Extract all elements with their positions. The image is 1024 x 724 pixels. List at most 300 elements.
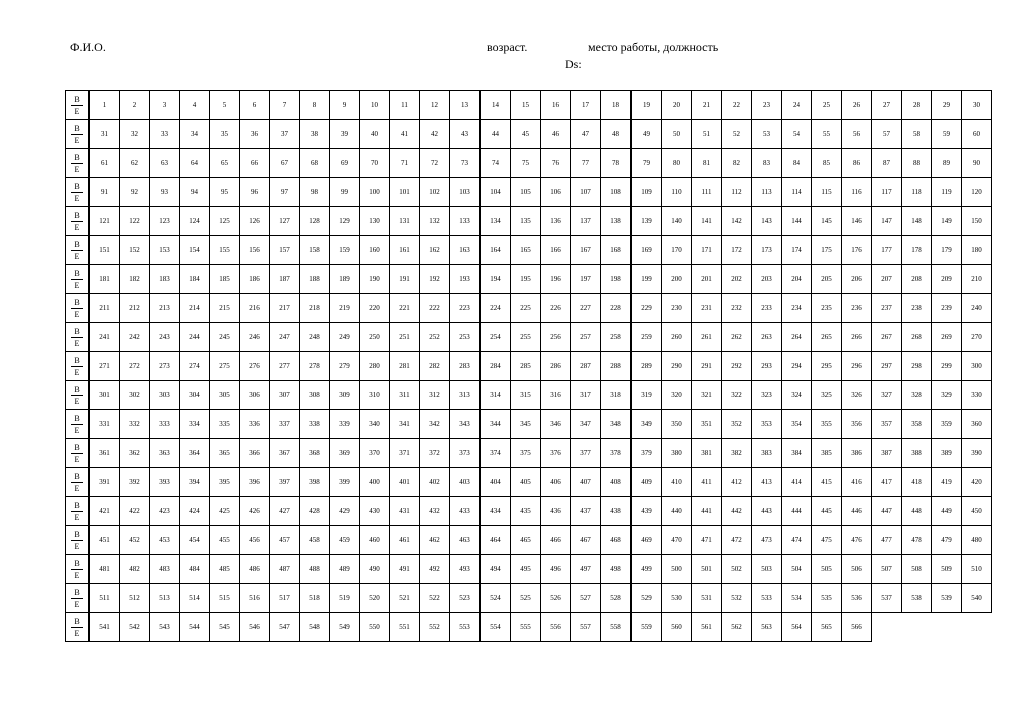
grid-cell[interactable]: 253: [450, 323, 481, 352]
grid-cell[interactable]: 313: [450, 381, 481, 410]
grid-cell[interactable]: 307: [270, 381, 300, 410]
grid-cell[interactable]: 352: [722, 410, 752, 439]
grid-cell[interactable]: 160: [360, 236, 390, 265]
grid-cell[interactable]: 98: [300, 178, 330, 207]
grid-cell[interactable]: 344: [480, 410, 511, 439]
grid-cell[interactable]: 140: [662, 207, 692, 236]
grid-cell[interactable]: 153: [150, 236, 180, 265]
grid-cell[interactable]: 545: [210, 613, 240, 642]
grid-cell[interactable]: 189: [330, 265, 360, 294]
grid-cell[interactable]: 482: [120, 555, 150, 584]
grid-cell[interactable]: 105: [511, 178, 541, 207]
grid-cell[interactable]: 353: [752, 410, 782, 439]
grid-cell[interactable]: 286: [541, 352, 571, 381]
grid-cell[interactable]: 407: [571, 468, 601, 497]
grid-cell[interactable]: 434: [480, 497, 511, 526]
grid-cell[interactable]: 176: [842, 236, 872, 265]
grid-cell[interactable]: 429: [330, 497, 360, 526]
grid-cell[interactable]: 364: [180, 439, 210, 468]
grid-cell[interactable]: 305: [210, 381, 240, 410]
grid-cell[interactable]: 520: [360, 584, 390, 613]
grid-cell[interactable]: 511: [89, 584, 120, 613]
grid-cell[interactable]: 416: [842, 468, 872, 497]
grid-cell[interactable]: 181: [89, 265, 120, 294]
grid-cell[interactable]: 381: [692, 439, 722, 468]
grid-cell[interactable]: 41: [390, 120, 420, 149]
grid-cell[interactable]: 231: [692, 294, 722, 323]
grid-cell[interactable]: 444: [782, 497, 812, 526]
grid-cell[interactable]: 187: [270, 265, 300, 294]
grid-cell[interactable]: 326: [842, 381, 872, 410]
grid-cell[interactable]: 37: [270, 120, 300, 149]
grid-cell[interactable]: 292: [722, 352, 752, 381]
grid-cell[interactable]: 35: [210, 120, 240, 149]
grid-cell[interactable]: 282: [420, 352, 450, 381]
grid-cell[interactable]: 308: [300, 381, 330, 410]
grid-cell[interactable]: 43: [450, 120, 481, 149]
grid-cell[interactable]: 5: [210, 91, 240, 120]
grid-cell[interactable]: 232: [722, 294, 752, 323]
grid-cell[interactable]: 536: [842, 584, 872, 613]
grid-cell[interactable]: 12: [420, 91, 450, 120]
grid-cell[interactable]: 262: [722, 323, 752, 352]
grid-cell[interactable]: 493: [450, 555, 481, 584]
grid-cell[interactable]: 441: [692, 497, 722, 526]
grid-cell[interactable]: 492: [420, 555, 450, 584]
grid-cell[interactable]: 451: [89, 526, 120, 555]
grid-cell[interactable]: 240: [962, 294, 992, 323]
grid-cell[interactable]: 547: [270, 613, 300, 642]
grid-cell[interactable]: 351: [692, 410, 722, 439]
grid-cell[interactable]: 361: [89, 439, 120, 468]
grid-cell[interactable]: 533: [752, 584, 782, 613]
grid-cell[interactable]: 1: [89, 91, 120, 120]
grid-cell[interactable]: 363: [150, 439, 180, 468]
grid-cell[interactable]: 541: [89, 613, 120, 642]
grid-cell[interactable]: 222: [420, 294, 450, 323]
grid-cell[interactable]: 537: [872, 584, 902, 613]
grid-cell[interactable]: 438: [601, 497, 632, 526]
grid-cell[interactable]: 322: [722, 381, 752, 410]
grid-cell[interactable]: 86: [842, 149, 872, 178]
grid-cell[interactable]: 54: [782, 120, 812, 149]
grid-cell[interactable]: 53: [752, 120, 782, 149]
grid-cell[interactable]: 478: [902, 526, 932, 555]
grid-cell[interactable]: 161: [390, 236, 420, 265]
grid-cell[interactable]: 280: [360, 352, 390, 381]
grid-cell[interactable]: 93: [150, 178, 180, 207]
grid-cell[interactable]: 184: [180, 265, 210, 294]
grid-cell[interactable]: 19: [631, 91, 662, 120]
grid-cell[interactable]: 343: [450, 410, 481, 439]
grid-cell[interactable]: 183: [150, 265, 180, 294]
grid-cell[interactable]: 56: [842, 120, 872, 149]
grid-cell[interactable]: 129: [330, 207, 360, 236]
grid-cell[interactable]: 94: [180, 178, 210, 207]
grid-cell[interactable]: 58: [902, 120, 932, 149]
grid-cell[interactable]: 340: [360, 410, 390, 439]
grid-cell[interactable]: 357: [872, 410, 902, 439]
grid-cell[interactable]: 548: [300, 613, 330, 642]
grid-cell[interactable]: 74: [480, 149, 511, 178]
grid-cell[interactable]: 273: [150, 352, 180, 381]
grid-cell[interactable]: 120: [962, 178, 992, 207]
grid-cell[interactable]: 207: [872, 265, 902, 294]
grid-cell[interactable]: 73: [450, 149, 481, 178]
grid-cell[interactable]: 531: [692, 584, 722, 613]
grid-cell[interactable]: 188: [300, 265, 330, 294]
grid-cell[interactable]: 411: [692, 468, 722, 497]
grid-cell[interactable]: 149: [932, 207, 962, 236]
grid-cell[interactable]: 23: [752, 91, 782, 120]
grid-cell[interactable]: 171: [692, 236, 722, 265]
grid-cell[interactable]: 418: [902, 468, 932, 497]
grid-cell[interactable]: 219: [330, 294, 360, 323]
grid-cell[interactable]: 33: [150, 120, 180, 149]
grid-cell[interactable]: 6: [240, 91, 270, 120]
grid-cell[interactable]: 562: [722, 613, 752, 642]
grid-cell[interactable]: 442: [722, 497, 752, 526]
grid-cell[interactable]: 25: [812, 91, 842, 120]
grid-cell[interactable]: 473: [752, 526, 782, 555]
grid-cell[interactable]: 163: [450, 236, 481, 265]
grid-cell[interactable]: 213: [150, 294, 180, 323]
grid-cell[interactable]: 123: [150, 207, 180, 236]
grid-cell[interactable]: 115: [812, 178, 842, 207]
grid-cell[interactable]: 15: [511, 91, 541, 120]
grid-cell[interactable]: 432: [420, 497, 450, 526]
grid-cell[interactable]: 436: [541, 497, 571, 526]
grid-cell[interactable]: 204: [782, 265, 812, 294]
grid-cell[interactable]: 456: [240, 526, 270, 555]
grid-cell[interactable]: 84: [782, 149, 812, 178]
grid-cell[interactable]: 554: [480, 613, 511, 642]
grid-cell[interactable]: 157: [270, 236, 300, 265]
grid-cell[interactable]: 463: [450, 526, 481, 555]
grid-cell[interactable]: 530: [662, 584, 692, 613]
grid-cell[interactable]: 475: [812, 526, 842, 555]
grid-cell[interactable]: 349: [631, 410, 662, 439]
grid-cell[interactable]: 165: [511, 236, 541, 265]
grid-cell[interactable]: 490: [360, 555, 390, 584]
grid-cell[interactable]: 193: [450, 265, 481, 294]
grid-cell[interactable]: 249: [330, 323, 360, 352]
grid-cell[interactable]: 47: [571, 120, 601, 149]
grid-cell[interactable]: 469: [631, 526, 662, 555]
grid-cell[interactable]: 42: [420, 120, 450, 149]
grid-cell[interactable]: 367: [270, 439, 300, 468]
grid-cell[interactable]: 136: [541, 207, 571, 236]
grid-cell[interactable]: 519: [330, 584, 360, 613]
grid-cell[interactable]: 104: [480, 178, 511, 207]
grid-cell[interactable]: 79: [631, 149, 662, 178]
grid-cell[interactable]: 447: [872, 497, 902, 526]
grid-cell[interactable]: 497: [571, 555, 601, 584]
grid-cell[interactable]: 237: [872, 294, 902, 323]
grid-cell[interactable]: 406: [541, 468, 571, 497]
grid-cell[interactable]: 385: [812, 439, 842, 468]
grid-cell[interactable]: 201: [692, 265, 722, 294]
grid-cell[interactable]: 501: [692, 555, 722, 584]
grid-cell[interactable]: 300: [962, 352, 992, 381]
grid-cell[interactable]: 378: [601, 439, 632, 468]
grid-cell[interactable]: 374: [480, 439, 511, 468]
grid-cell[interactable]: 496: [541, 555, 571, 584]
grid-cell[interactable]: 21: [692, 91, 722, 120]
grid-cell[interactable]: 433: [450, 497, 481, 526]
grid-cell[interactable]: 70: [360, 149, 390, 178]
grid-cell[interactable]: 298: [902, 352, 932, 381]
grid-cell[interactable]: 393: [150, 468, 180, 497]
grid-cell[interactable]: 318: [601, 381, 632, 410]
grid-cell[interactable]: 92: [120, 178, 150, 207]
grid-cell[interactable]: 279: [330, 352, 360, 381]
grid-cell[interactable]: 274: [180, 352, 210, 381]
grid-cell[interactable]: 271: [89, 352, 120, 381]
grid-cell[interactable]: 523: [450, 584, 481, 613]
grid-cell[interactable]: 293: [752, 352, 782, 381]
grid-cell[interactable]: 499: [631, 555, 662, 584]
grid-cell[interactable]: 342: [420, 410, 450, 439]
grid-cell[interactable]: 561: [692, 613, 722, 642]
grid-cell[interactable]: 314: [480, 381, 511, 410]
grid-cell[interactable]: 55: [812, 120, 842, 149]
grid-cell[interactable]: 427: [270, 497, 300, 526]
grid-cell[interactable]: 449: [932, 497, 962, 526]
grid-cell[interactable]: 383: [752, 439, 782, 468]
grid-cell[interactable]: 384: [782, 439, 812, 468]
grid-cell[interactable]: 514: [180, 584, 210, 613]
grid-cell[interactable]: 196: [541, 265, 571, 294]
grid-cell[interactable]: 200: [662, 265, 692, 294]
grid-cell[interactable]: 316: [541, 381, 571, 410]
grid-cell[interactable]: 103: [450, 178, 481, 207]
grid-cell[interactable]: 269: [932, 323, 962, 352]
grid-cell[interactable]: 62: [120, 149, 150, 178]
grid-cell[interactable]: 16: [541, 91, 571, 120]
grid-cell[interactable]: 464: [480, 526, 511, 555]
grid-cell[interactable]: 371: [390, 439, 420, 468]
grid-cell[interactable]: 202: [722, 265, 752, 294]
grid-cell[interactable]: 430: [360, 497, 390, 526]
grid-cell[interactable]: 77: [571, 149, 601, 178]
grid-cell[interactable]: 362: [120, 439, 150, 468]
grid-cell[interactable]: 563: [752, 613, 782, 642]
grid-cell[interactable]: 211: [89, 294, 120, 323]
grid-cell[interactable]: 485: [210, 555, 240, 584]
grid-cell[interactable]: 126: [240, 207, 270, 236]
grid-cell[interactable]: 565: [812, 613, 842, 642]
grid-cell[interactable]: 462: [420, 526, 450, 555]
grid-cell[interactable]: 112: [722, 178, 752, 207]
grid-cell[interactable]: 45: [511, 120, 541, 149]
grid-cell[interactable]: 208: [902, 265, 932, 294]
grid-cell[interactable]: 324: [782, 381, 812, 410]
grid-cell[interactable]: 39: [330, 120, 360, 149]
grid-cell[interactable]: 359: [932, 410, 962, 439]
grid-cell[interactable]: 388: [902, 439, 932, 468]
grid-cell[interactable]: 205: [812, 265, 842, 294]
grid-cell[interactable]: 356: [842, 410, 872, 439]
grid-cell[interactable]: 100: [360, 178, 390, 207]
grid-cell[interactable]: 236: [842, 294, 872, 323]
grid-cell[interactable]: 83: [752, 149, 782, 178]
grid-cell[interactable]: 252: [420, 323, 450, 352]
grid-cell[interactable]: 386: [842, 439, 872, 468]
grid-cell[interactable]: 512: [120, 584, 150, 613]
grid-cell[interactable]: 320: [662, 381, 692, 410]
grid-cell[interactable]: 254: [480, 323, 511, 352]
grid-cell[interactable]: 459: [330, 526, 360, 555]
grid-cell[interactable]: 303: [150, 381, 180, 410]
grid-cell[interactable]: 518: [300, 584, 330, 613]
grid-cell[interactable]: 69: [330, 149, 360, 178]
grid-cell[interactable]: 470: [662, 526, 692, 555]
grid-cell[interactable]: 474: [782, 526, 812, 555]
grid-cell[interactable]: 243: [150, 323, 180, 352]
grid-cell[interactable]: 261: [692, 323, 722, 352]
grid-cell[interactable]: 368: [300, 439, 330, 468]
grid-cell[interactable]: 7: [270, 91, 300, 120]
grid-cell[interactable]: 355: [812, 410, 842, 439]
grid-cell[interactable]: 169: [631, 236, 662, 265]
grid-cell[interactable]: 477: [872, 526, 902, 555]
grid-cell[interactable]: 327: [872, 381, 902, 410]
grid-cell[interactable]: 491: [390, 555, 420, 584]
grid-cell[interactable]: 472: [722, 526, 752, 555]
grid-cell[interactable]: 137: [571, 207, 601, 236]
grid-cell[interactable]: 203: [752, 265, 782, 294]
grid-cell[interactable]: 450: [962, 497, 992, 526]
grid-cell[interactable]: 224: [480, 294, 511, 323]
grid-cell[interactable]: 212: [120, 294, 150, 323]
grid-cell[interactable]: 532: [722, 584, 752, 613]
grid-cell[interactable]: 448: [902, 497, 932, 526]
grid-cell[interactable]: 89: [932, 149, 962, 178]
grid-cell[interactable]: 538: [902, 584, 932, 613]
grid-cell[interactable]: 152: [120, 236, 150, 265]
grid-cell[interactable]: 540: [962, 584, 992, 613]
grid-cell[interactable]: 291: [692, 352, 722, 381]
grid-cell[interactable]: 66: [240, 149, 270, 178]
grid-cell[interactable]: 99: [330, 178, 360, 207]
grid-cell[interactable]: 186: [240, 265, 270, 294]
grid-cell[interactable]: 336: [240, 410, 270, 439]
grid-cell[interactable]: 347: [571, 410, 601, 439]
grid-cell[interactable]: 159: [330, 236, 360, 265]
grid-cell[interactable]: 198: [601, 265, 632, 294]
grid-cell[interactable]: 517: [270, 584, 300, 613]
grid-cell[interactable]: 457: [270, 526, 300, 555]
grid-cell[interactable]: 379: [631, 439, 662, 468]
grid-cell[interactable]: 122: [120, 207, 150, 236]
grid-cell[interactable]: 479: [932, 526, 962, 555]
grid-cell[interactable]: 309: [330, 381, 360, 410]
grid-cell[interactable]: 251: [390, 323, 420, 352]
grid-cell[interactable]: 22: [722, 91, 752, 120]
grid-cell[interactable]: 258: [601, 323, 632, 352]
grid-cell[interactable]: 348: [601, 410, 632, 439]
grid-cell[interactable]: 465: [511, 526, 541, 555]
grid-cell[interactable]: 38: [300, 120, 330, 149]
grid-cell[interactable]: 391: [89, 468, 120, 497]
grid-cell[interactable]: 215: [210, 294, 240, 323]
grid-cell[interactable]: 88: [902, 149, 932, 178]
grid-cell[interactable]: 431: [390, 497, 420, 526]
grid-cell[interactable]: 90: [962, 149, 992, 178]
grid-cell[interactable]: 390: [962, 439, 992, 468]
grid-cell[interactable]: 413: [752, 468, 782, 497]
grid-cell[interactable]: 513: [150, 584, 180, 613]
grid-cell[interactable]: 453: [150, 526, 180, 555]
grid-cell[interactable]: 409: [631, 468, 662, 497]
grid-cell[interactable]: 67: [270, 149, 300, 178]
grid-cell[interactable]: 57: [872, 120, 902, 149]
grid-cell[interactable]: 241: [89, 323, 120, 352]
grid-cell[interactable]: 27: [872, 91, 902, 120]
grid-cell[interactable]: 50: [662, 120, 692, 149]
grid-cell[interactable]: 170: [662, 236, 692, 265]
grid-cell[interactable]: 46: [541, 120, 571, 149]
grid-cell[interactable]: 14: [480, 91, 511, 120]
grid-cell[interactable]: 417: [872, 468, 902, 497]
grid-cell[interactable]: 528: [601, 584, 632, 613]
grid-cell[interactable]: 544: [180, 613, 210, 642]
grid-cell[interactable]: 375: [511, 439, 541, 468]
grid-cell[interactable]: 370: [360, 439, 390, 468]
grid-cell[interactable]: 550: [360, 613, 390, 642]
grid-cell[interactable]: 333: [150, 410, 180, 439]
grid-cell[interactable]: 265: [812, 323, 842, 352]
grid-cell[interactable]: 329: [932, 381, 962, 410]
grid-cell[interactable]: 60: [962, 120, 992, 149]
grid-cell[interactable]: 64: [180, 149, 210, 178]
grid-cell[interactable]: 380: [662, 439, 692, 468]
grid-cell[interactable]: 28: [902, 91, 932, 120]
grid-cell[interactable]: 321: [692, 381, 722, 410]
grid-cell[interactable]: 13: [450, 91, 481, 120]
grid-cell[interactable]: 111: [692, 178, 722, 207]
grid-cell[interactable]: 301: [89, 381, 120, 410]
grid-cell[interactable]: 26: [842, 91, 872, 120]
grid-cell[interactable]: 495: [511, 555, 541, 584]
grid-cell[interactable]: 185: [210, 265, 240, 294]
grid-cell[interactable]: 256: [541, 323, 571, 352]
grid-cell[interactable]: 502: [722, 555, 752, 584]
grid-cell[interactable]: 119: [932, 178, 962, 207]
grid-cell[interactable]: 234: [782, 294, 812, 323]
grid-cell[interactable]: 32: [120, 120, 150, 149]
grid-cell[interactable]: 48: [601, 120, 632, 149]
grid-cell[interactable]: 339: [330, 410, 360, 439]
grid-cell[interactable]: 179: [932, 236, 962, 265]
grid-cell[interactable]: 49: [631, 120, 662, 149]
grid-cell[interactable]: 294: [782, 352, 812, 381]
grid-cell[interactable]: 87: [872, 149, 902, 178]
grid-cell[interactable]: 437: [571, 497, 601, 526]
grid-cell[interactable]: 546: [240, 613, 270, 642]
grid-cell[interactable]: 178: [902, 236, 932, 265]
grid-cell[interactable]: 553: [450, 613, 481, 642]
grid-cell[interactable]: 410: [662, 468, 692, 497]
grid-cell[interactable]: 360: [962, 410, 992, 439]
grid-cell[interactable]: 44: [480, 120, 511, 149]
grid-cell[interactable]: 315: [511, 381, 541, 410]
grid-cell[interactable]: 164: [480, 236, 511, 265]
grid-cell[interactable]: 259: [631, 323, 662, 352]
grid-cell[interactable]: 116: [842, 178, 872, 207]
grid-cell[interactable]: 147: [872, 207, 902, 236]
